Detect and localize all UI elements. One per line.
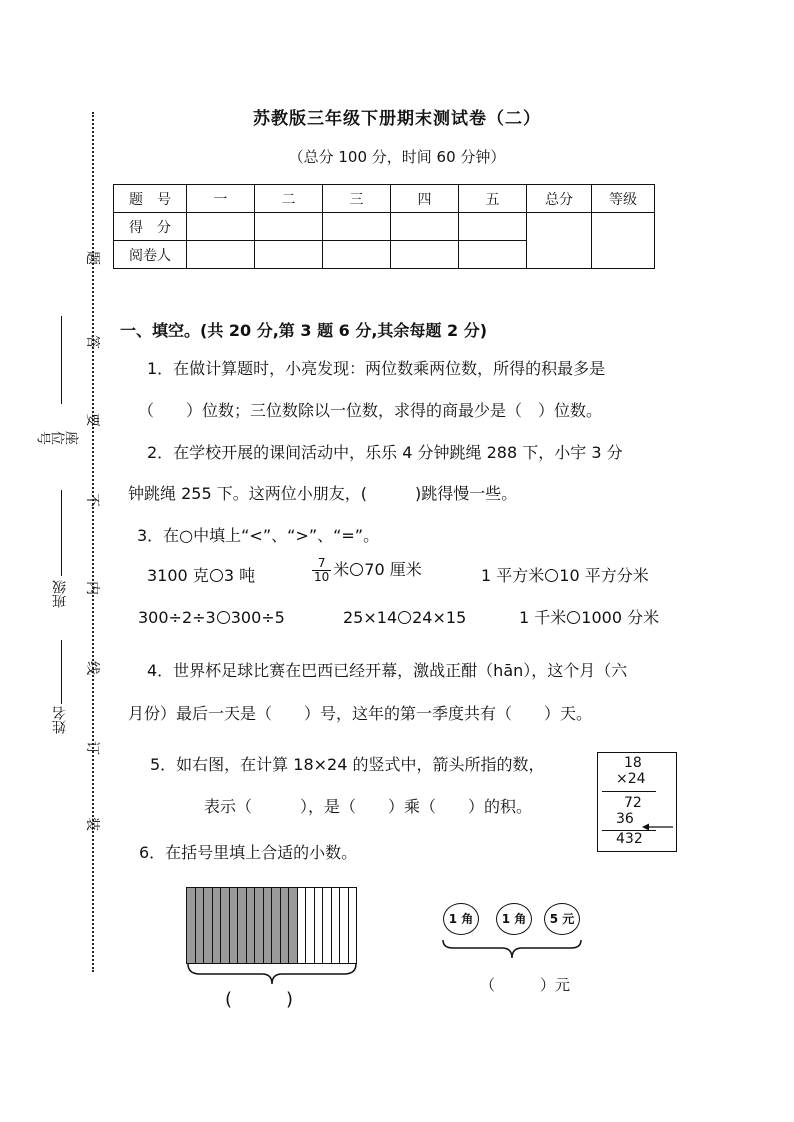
header-cell: 等级 xyxy=(592,185,655,213)
grid-column xyxy=(238,888,247,963)
margin-char: 要 xyxy=(84,413,100,427)
reviewer-row-label: 阅卷人 xyxy=(114,241,187,269)
score-table xyxy=(113,184,655,269)
q3-a2-right: 300÷5 xyxy=(230,608,285,627)
score-cell[interactable] xyxy=(255,213,323,241)
q6-line1: 6．在括号里填上合适的小数。 xyxy=(139,843,358,862)
reviewer-cell[interactable] xyxy=(391,241,459,269)
q3-item-c2 xyxy=(519,608,659,628)
reviewer-cell[interactable] xyxy=(459,241,527,269)
score-row xyxy=(114,213,655,241)
grid-column xyxy=(213,888,222,963)
brace-icon xyxy=(186,962,358,990)
grid-column xyxy=(272,888,281,963)
q3-c1-left: 1 平方米 xyxy=(481,566,545,585)
exam-title: 苏教版三年级下册期末测试卷（二） xyxy=(253,109,541,129)
grade-cell[interactable] xyxy=(592,213,655,269)
grid-column xyxy=(196,888,205,963)
coin-5yuan: 5 元 xyxy=(544,903,580,935)
header-cell: 四 xyxy=(391,185,459,213)
class-label: 班级 xyxy=(52,580,68,608)
margin-char: 内 xyxy=(84,581,100,595)
name-field-line[interactable] xyxy=(61,640,62,704)
q2-line2: 钟跳绳 255 下。这两位小朋友，( )跳得慢一些。 xyxy=(128,484,518,503)
name-label: 姓名 xyxy=(52,706,68,734)
grid-square-full xyxy=(186,887,272,964)
q3-item-a2 xyxy=(138,608,285,628)
margin-char: 订 xyxy=(84,741,100,755)
q3-line1: 3．在○中填上“<”、“>”、“=”。 xyxy=(137,526,380,545)
grid-square-partial xyxy=(271,887,357,964)
grid-column xyxy=(332,888,341,963)
partial-product-2: 36 xyxy=(616,811,634,827)
grid-column xyxy=(230,888,239,963)
class-field-line[interactable] xyxy=(61,490,62,576)
brace-icon xyxy=(441,938,583,964)
q3-item-b1 xyxy=(312,557,422,584)
partial-product-1: 72 xyxy=(624,795,642,811)
grid-column xyxy=(187,888,196,963)
q6-answer-right[interactable]: （ ）元 xyxy=(480,976,571,994)
header-cell: 题 号 xyxy=(114,185,187,213)
q2-line1: 2．在学校开展的课间活动中，乐乐 4 分钟跳绳 288 下，小宇 3 分 xyxy=(147,443,623,462)
seat-field-line[interactable] xyxy=(61,316,62,404)
q1-line1: 1．在做计算题时，小亮发现：两位数乘两位数，所得的积最多是 xyxy=(147,359,606,378)
name-label-wrap xyxy=(52,706,70,734)
score-cell[interactable] xyxy=(323,213,391,241)
grid-column xyxy=(221,888,230,963)
q3-a1-left: 3100 克 xyxy=(147,566,209,585)
q3-item-a1 xyxy=(147,566,255,586)
q3-b2-left: 25×14 xyxy=(343,608,398,627)
multiplier: ×24 xyxy=(616,771,646,787)
exam-subtitle: （总分 100 分，时间 60 分钟） xyxy=(288,148,506,166)
header-cell: 三 xyxy=(323,185,391,213)
q3-a1-right: 3 吨 xyxy=(223,566,256,585)
reviewer-cell[interactable] xyxy=(187,241,255,269)
header-cell: 一 xyxy=(187,185,255,213)
q3-c2-left: 1 千米 xyxy=(519,608,567,627)
grid-column xyxy=(264,888,272,963)
reviewer-cell[interactable] xyxy=(323,241,391,269)
grid-column xyxy=(255,888,264,963)
score-cell[interactable] xyxy=(187,213,255,241)
grid-column xyxy=(289,888,298,963)
seat-label-wrap xyxy=(37,427,85,445)
fraction xyxy=(312,557,331,584)
grid-column xyxy=(315,888,324,963)
margin-char: 答 xyxy=(84,335,100,349)
compare-circle[interactable] xyxy=(398,611,411,624)
q3-a2-left: 300÷2÷3 xyxy=(138,608,216,627)
q3-item-c1 xyxy=(481,566,649,586)
score-cell[interactable] xyxy=(391,213,459,241)
q5-line2: 表示（ ），是（ ）乘（ ）的积。 xyxy=(204,797,533,816)
margin-char: 不 xyxy=(84,493,100,507)
grid-column xyxy=(323,888,332,963)
grid-column xyxy=(298,888,307,963)
compare-circle[interactable] xyxy=(217,611,230,624)
grid-column xyxy=(281,888,290,963)
q4-line2: 月份）最后一天是（ ）号，这年的第一季度共有（ ）天。 xyxy=(128,704,593,723)
header-cell: 二 xyxy=(255,185,323,213)
q5-line1: 5．如右图，在计算 18×24 的竖式中，箭头所指的数， xyxy=(150,755,545,774)
q6-answer-left[interactable]: ( ) xyxy=(225,989,294,1010)
q3-b1-right: 70 厘米 xyxy=(364,560,422,579)
total-score-cell[interactable] xyxy=(527,213,592,269)
class-label-wrap xyxy=(52,580,70,608)
compare-circle[interactable] xyxy=(210,569,223,582)
multiplicand: 18 xyxy=(624,755,642,771)
compare-circle[interactable] xyxy=(567,611,580,624)
grid-column xyxy=(204,888,213,963)
q3-c1-right: 10 平方分米 xyxy=(559,566,649,585)
fraction-numerator: 7 xyxy=(312,557,331,571)
binding-dotted-line xyxy=(92,112,94,972)
score-row-label: 得 分 xyxy=(114,213,187,241)
fraction-denominator: 10 xyxy=(314,570,330,584)
rule-line xyxy=(602,791,656,792)
grid-column xyxy=(349,888,357,963)
score-cell[interactable] xyxy=(459,213,527,241)
compare-circle[interactable] xyxy=(545,569,558,582)
q1-line2: （ ）位数；三位数除以一位数，求得的商最少是（ ）位数。 xyxy=(138,401,603,420)
margin-char: 线 xyxy=(84,661,100,675)
vertical-multiplication-box xyxy=(597,752,677,852)
q4-line1: 4．世界杯足球比赛在巴西已经开幕，激战正酣（hān），这个月（六 xyxy=(147,661,628,680)
compare-circle[interactable] xyxy=(350,563,363,576)
margin-char: 题 xyxy=(84,251,100,265)
reviewer-cell[interactable] xyxy=(255,241,323,269)
header-cell: 五 xyxy=(459,185,527,213)
q3-b2-right: 24×15 xyxy=(412,608,467,627)
arrow-icon xyxy=(642,819,674,835)
section-heading: 一、填空。(共 20 分,第 3 题 6 分,其余每题 2 分) xyxy=(120,321,488,340)
product-result: 432 xyxy=(616,831,643,847)
seat-label: 座位号 xyxy=(37,429,79,445)
margin-char: 装 xyxy=(84,817,100,831)
coin-1jiao: 1 角 xyxy=(496,903,532,935)
grid-column xyxy=(306,888,315,963)
q3-c2-right: 1000 分米 xyxy=(581,608,660,627)
grid-column xyxy=(247,888,256,963)
header-cell: 总分 xyxy=(527,185,592,213)
q3-item-b2 xyxy=(343,608,466,628)
grid-column xyxy=(340,888,349,963)
coin-1jiao: 1 角 xyxy=(443,903,479,935)
q3-b1-unit: 米 xyxy=(333,560,350,579)
score-table-header-row xyxy=(114,185,655,213)
